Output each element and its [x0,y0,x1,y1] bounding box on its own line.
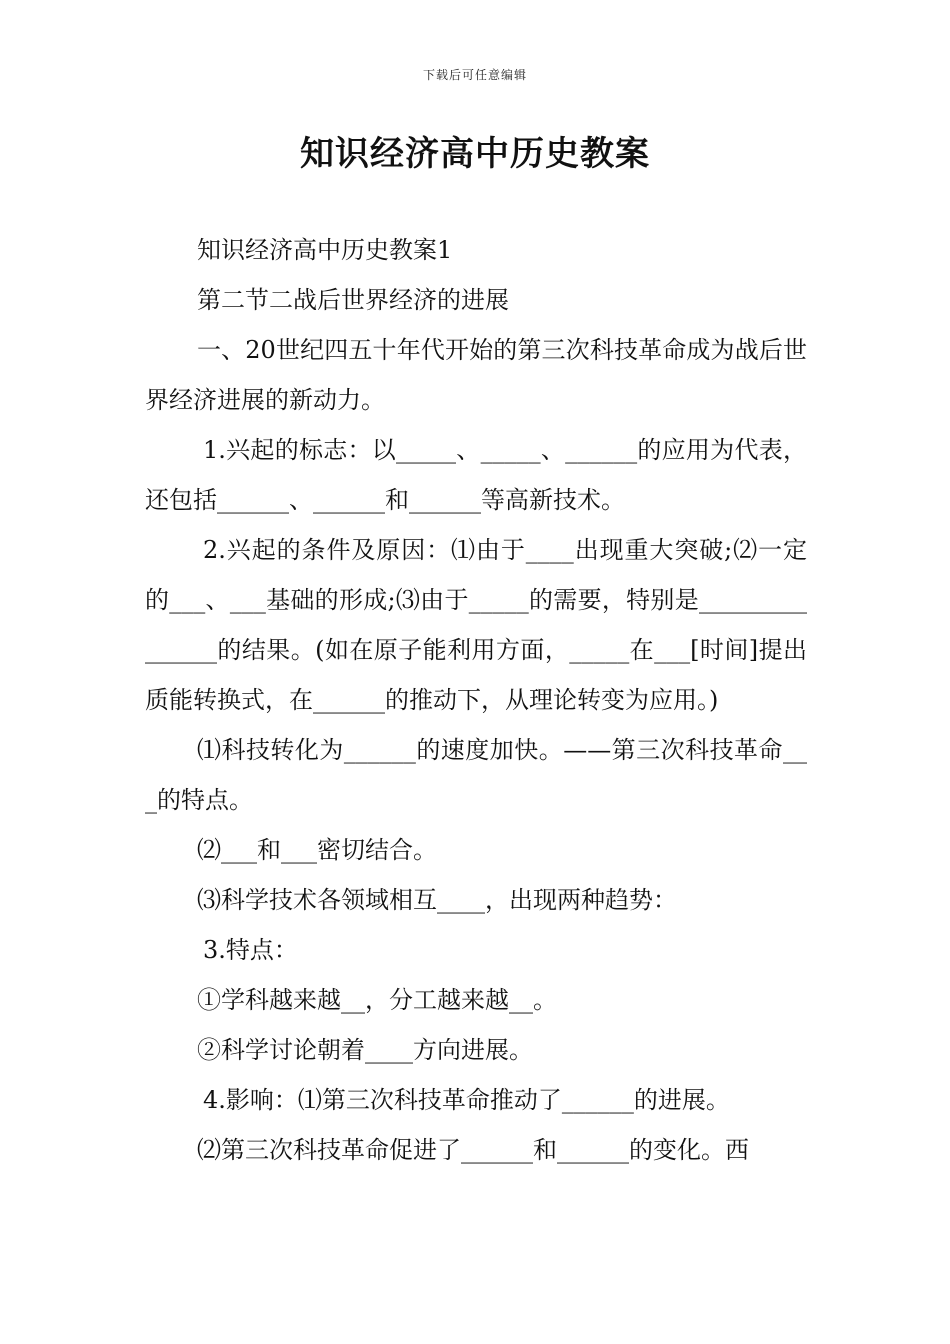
document-title: 知识经济高中历史教案 [300,134,650,174]
paragraph-item-1: 1.兴起的标志：以_____、_____、______的应用为代表，还包括______、______和______等高新技术。 [145,436,807,514]
paragraph-feature-1: ①学科越来越__，分工越来越__。 [197,986,557,1014]
paragraph-impact-2: ⑵第三次科技革命促进了______和______的变化。西 [197,1136,749,1164]
paragraph-point-1: ⑴科技转化为______的速度加快。——第三次科技革命___的特点。 [145,736,807,814]
paragraph-point-3: ⑶科学技术各领域相互____，出现两种趋势： [197,886,677,914]
header-note: 下载后可任意编辑 [422,68,527,82]
paragraph-point-2: ⑵___和___密切结合。 [197,836,437,864]
paragraph-item-4: 4.影响：⑴第三次科技革命推动了______的进展。 [203,1086,730,1114]
document-body [145,225,807,1175]
section-heading: 第二节二战后世界经济的进展 [197,286,509,314]
paragraph-item-3: 3.特点： [203,936,298,964]
lesson-heading: 知识经济高中历史教案1 [197,236,453,264]
paragraph-part-one: 一、20世纪四五十年代开始的第三次科技革命成为战后世界经济进展的新动力。 [145,336,807,414]
paragraph-item-2: 2.兴起的条件及原因：⑴由于____出现重大突破;⑵一定的___、___基础的形成;⑶由于_____的需要，特别是_______________的结果。(如在原子能利用方面，_____在___[时间]提出质能转换式，在______的推动下，从理论转变为应用。) [145,536,807,714]
paragraph-feature-2: ②科学讨论朝着____方向进展。 [197,1036,533,1064]
